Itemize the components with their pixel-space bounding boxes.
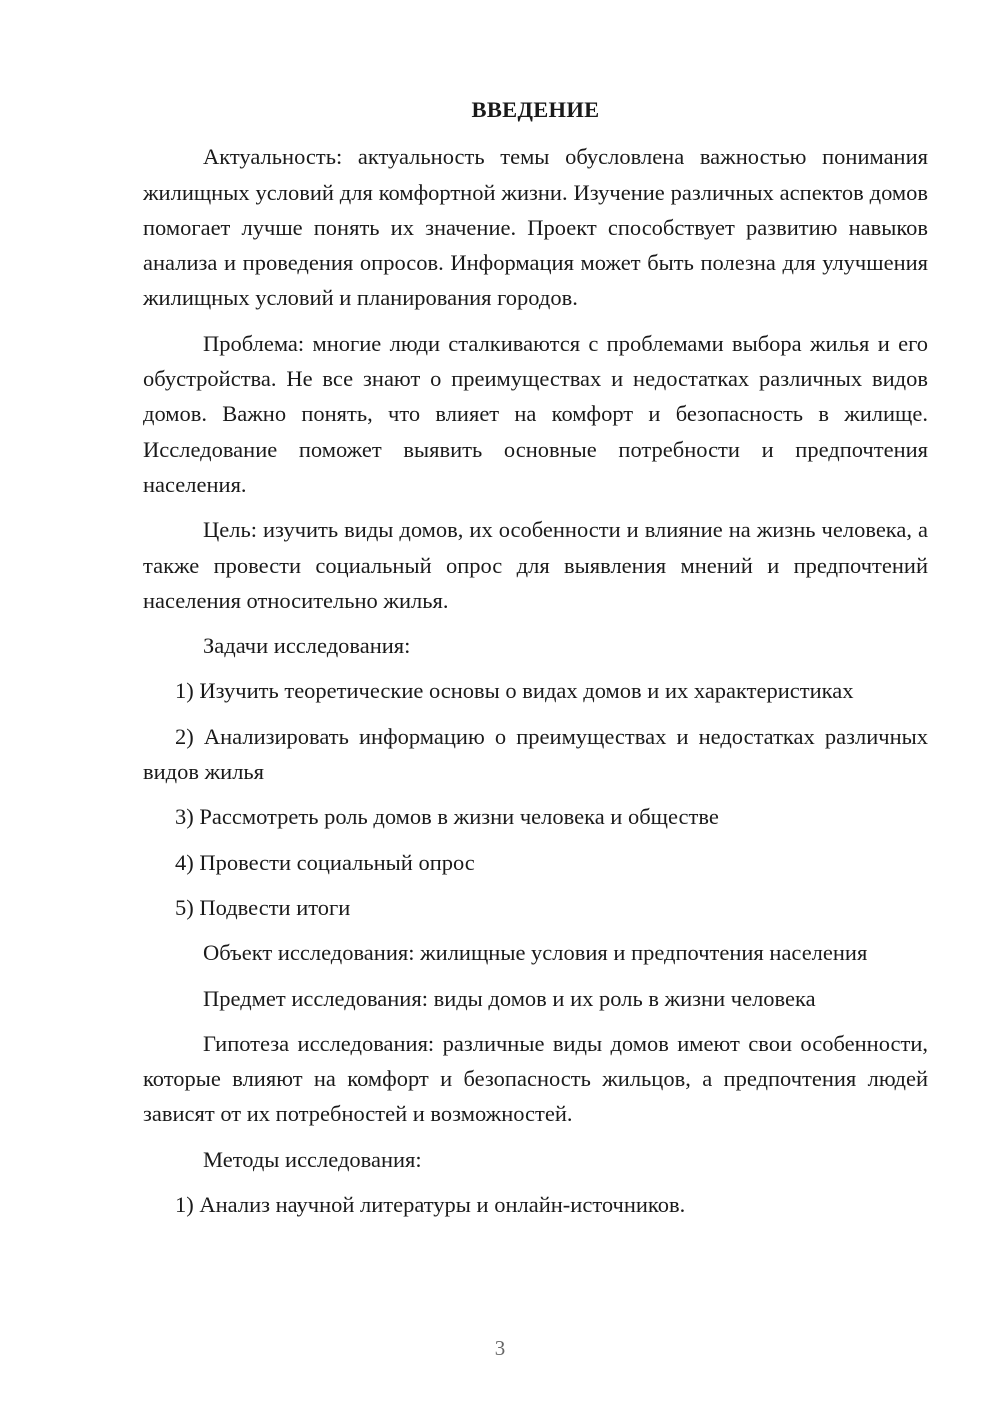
page-title: ВВЕДЕНИЕ	[471, 97, 600, 122]
paragraph-tasks-heading: Задачи исследования:	[203, 633, 411, 659]
paragraph-hypothesis: Гипотеза исследования: различные виды домов имеют свои особенности, которые влияют на комфорт и безопасность жильцов, а предпочтения людей зависят от их потребностей и возможностей.	[143, 1030, 928, 1127]
task-item-3: 3) Рассмотреть роль домов в жизни человека и обществе	[175, 804, 719, 830]
task-item-4: 4) Провести социальный опрос	[175, 849, 475, 875]
method-item-1: 1) Анализ научной литературы и онлайн-источников.	[175, 1192, 686, 1218]
document-page	[143, 92, 928, 1232]
paragraph-goal: Цель: изучить виды домов, их особенности и влияние на жизнь человека, а также провести социальный опрос для выявления мнений и предпочтений населения относительно жилья.	[143, 517, 928, 613]
task-item-5: 5) Подвести итоги	[175, 894, 351, 920]
page-number: 3	[494, 1336, 506, 1360]
paragraph-subject: Предмет исследования: виды домов и их роль в жизни человека	[203, 985, 816, 1011]
paragraph-methods-heading: Методы исследования:	[203, 1146, 422, 1172]
paragraph-problem: Проблема: многие люди сталкиваются с проблемами выбора жилья и его обустройства. Не все знают о преимуществах и недостатках различных видов домов. Важно понять, что влияет на комфорт и безопасность в жилище. Исследование поможет выявить основные потребности и предпочтения населения.	[143, 330, 928, 497]
task-item-1: 1) Изучить теоретические основы о видах домов и их характеристиках	[175, 678, 854, 704]
paragraph-object: Объект исследования: жилищные условия и предпочтения населения	[203, 940, 868, 966]
task-item-2: 2) Анализировать информацию о преимуществах и недостатках различных видов жилья	[143, 723, 928, 785]
paragraph-relevance: Актуальность: актуальность темы обусловлена важностью понимания жилищных условий для комфортной жизни. Изучение различных аспектов домов помогает лучше понять их значение. Проект способствует развитию навыков анализа и проведения опросов. Информация может быть полезна для улучшения жилищных условий и планирования городов.	[143, 144, 928, 311]
